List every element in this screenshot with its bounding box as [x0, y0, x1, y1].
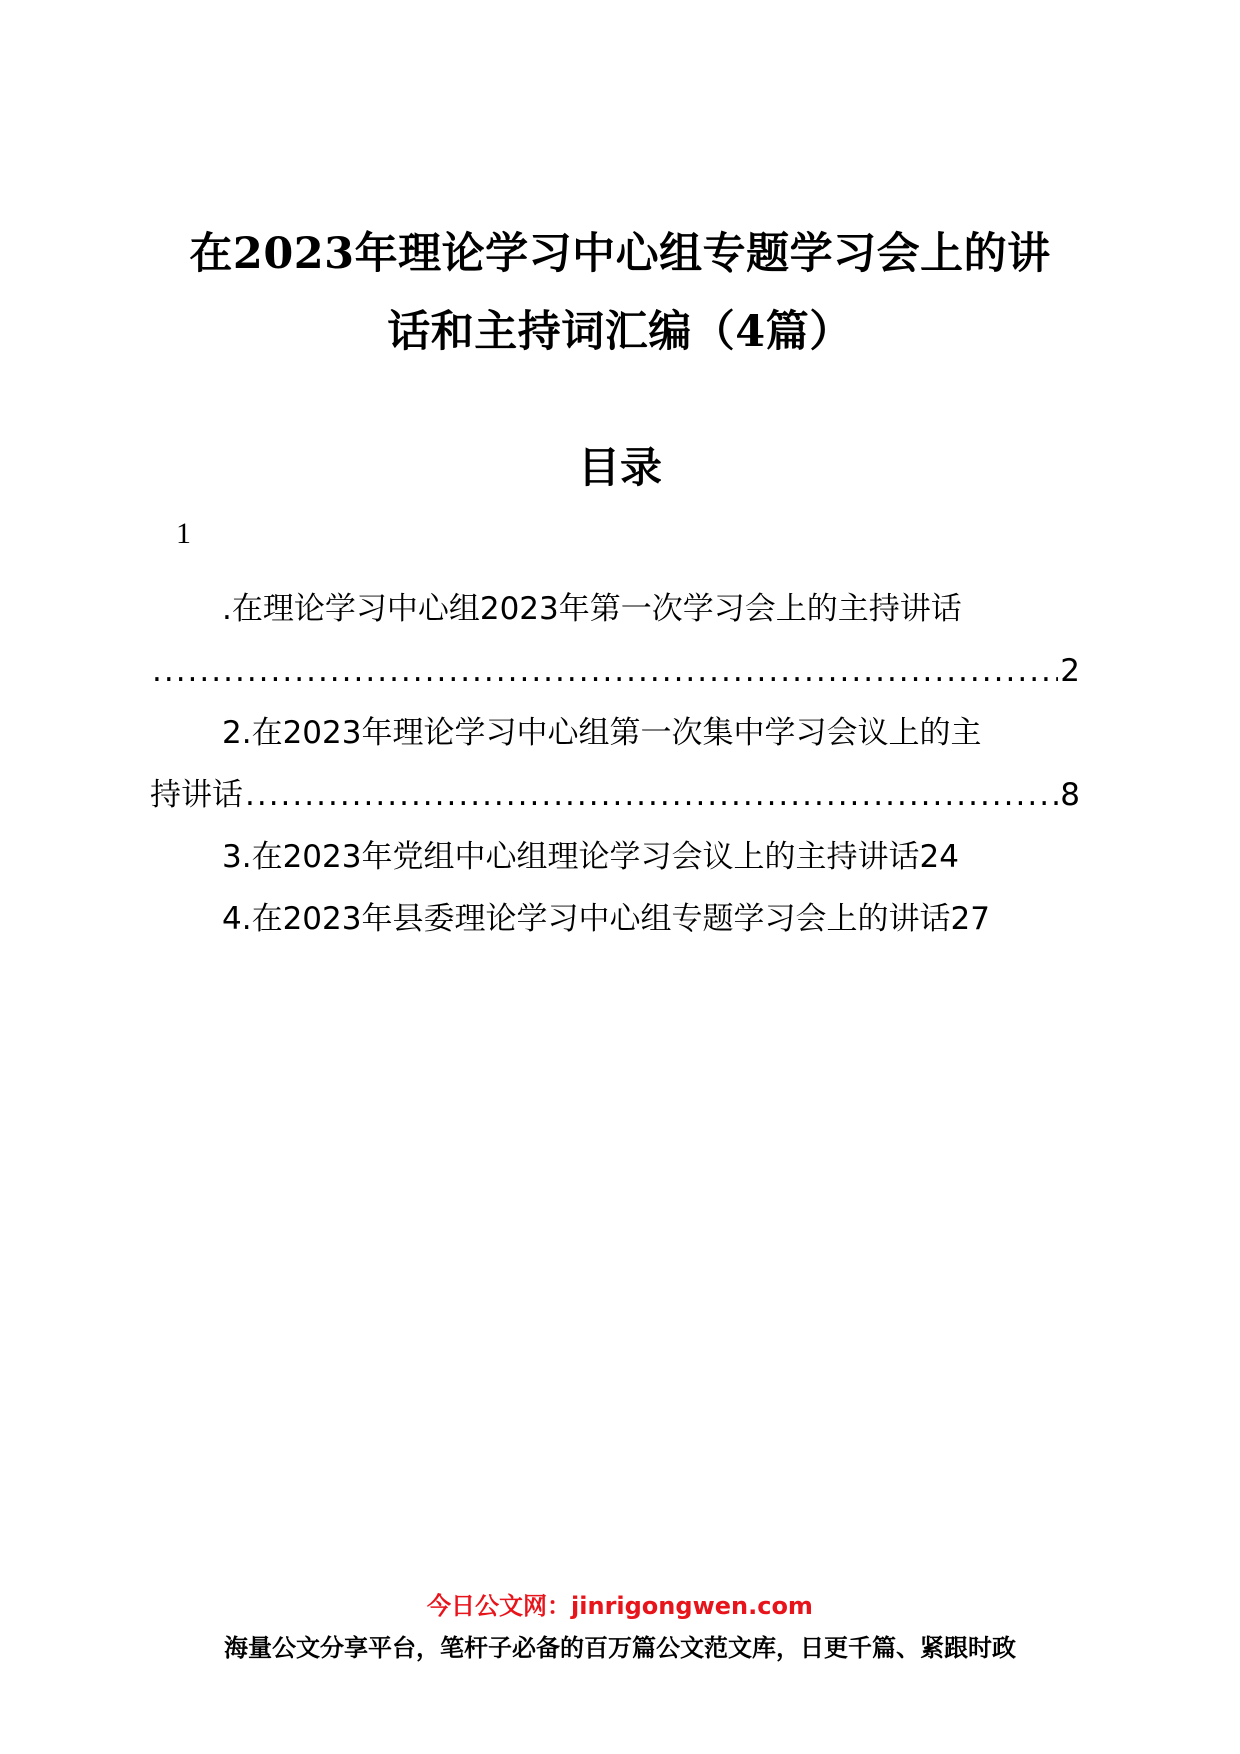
- toc-entry-3[interactable]: [150, 826, 1080, 888]
- toc-entry-2-line-1[interactable]: [150, 702, 1080, 764]
- footer-site-link[interactable]: 今日公文网：jinrigongwen.com: [427, 1592, 813, 1620]
- toc-entry-2-page: 8: [1060, 777, 1080, 813]
- toc-entry-4[interactable]: [150, 888, 1080, 950]
- document-title: [120, 215, 1120, 371]
- toc-heading: 目录: [577, 443, 662, 492]
- toc-entry-1-page: 2: [1060, 653, 1080, 689]
- toc-leader-dots: [152, 640, 1058, 702]
- toc-entry-4-title: 4.在2023年县委理论学习中心组专题学习会上的讲话: [222, 901, 951, 937]
- toc-entry-3-page: 24: [919, 839, 959, 875]
- title-line-1: 在2023年理论学习中心组专题学习会上的讲: [189, 229, 1051, 279]
- toc-entry-1-line-1[interactable]: [150, 578, 1080, 640]
- toc-entry-3-title: 3.在2023年党组中心组理论学习会议上的主持讲话: [222, 839, 920, 875]
- toc-entry-1-title: .在理论学习中心组2023年第一次学习会上的主持讲话: [222, 591, 962, 627]
- footer-slogan: 海量公文分享平台，笔杆子必备的百万篇公文范文库，日更千篇、紧跟时政: [224, 1634, 1016, 1662]
- toc-entry-2-line-2[interactable]: [150, 764, 1080, 826]
- toc-entry-4-page: 27: [950, 901, 990, 937]
- table-of-contents: [150, 578, 1080, 950]
- title-line-2: 话和主持词汇编（4篇）: [387, 307, 853, 357]
- toc-entry-2-title: 2.在2023年理论学习中心组第一次集中学习会议上的主: [222, 715, 982, 751]
- toc-entry-1-line-2[interactable]: [150, 640, 1080, 702]
- toc-leader-dots: [245, 764, 1058, 826]
- toc-entry-2-title-cont: 持讲话: [150, 777, 243, 813]
- stray-page-number: 1: [176, 517, 191, 550]
